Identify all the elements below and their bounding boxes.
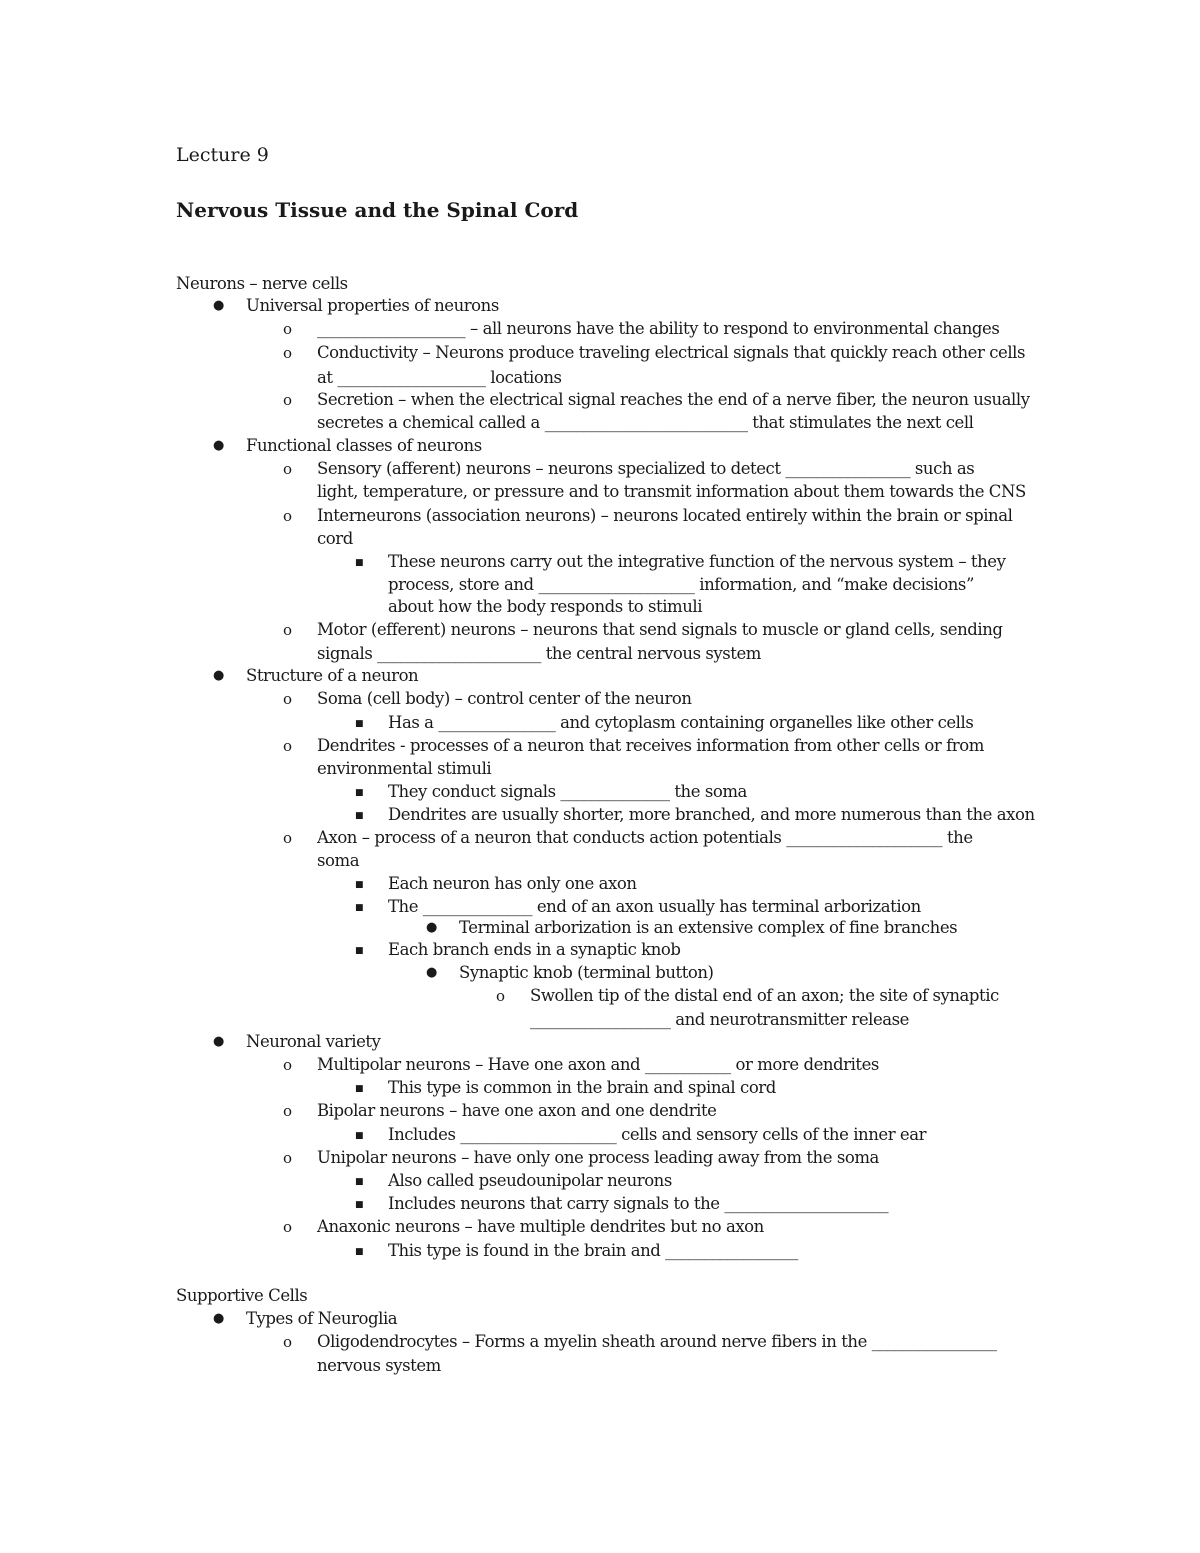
circle-marker: o [283, 344, 293, 362]
outline-line: Neuronal variety [246, 1032, 381, 1051]
outline-line: Structure of a neuron [246, 666, 419, 685]
outline-line: This type is common in the brain and spinal cord [388, 1078, 776, 1097]
bullet-marker: ● [213, 1311, 225, 1326]
outline-line: Axon – process of a neuron that conducts action potentials ____________________ the [317, 828, 973, 847]
outline-line: Neurons – nerve cells [176, 274, 348, 293]
circle-marker: o [283, 829, 293, 847]
square-bullet-marker: ■ [355, 788, 364, 798]
bullet-marker: ● [213, 298, 225, 313]
outline-line: Also called pseudounipolar neurons [388, 1171, 672, 1190]
circle-marker: o [283, 1056, 293, 1074]
square-bullet-marker: ■ [355, 1131, 364, 1141]
outline-line: light, temperature, or pressure and to transmit information about them towards the CNS [317, 482, 1026, 501]
square-bullet-marker: ■ [355, 719, 364, 729]
square-bullet-marker: ■ [355, 1247, 364, 1257]
lecture-label: Lecture 9 [176, 144, 269, 166]
square-bullet-marker: ■ [355, 1177, 364, 1187]
outline-line: This type is found in the brain and _________________ [388, 1241, 798, 1260]
outline-line: They conduct signals ______________ the soma [388, 782, 747, 801]
outline-line: Secretion – when the electrical signal reaches the end of a nerve fiber, the neuron usually [317, 390, 1030, 409]
square-bullet-marker: ■ [355, 558, 364, 568]
outline-line: Swollen tip of the distal end of an axon; the site of synaptic [530, 986, 999, 1005]
circle-marker: o [283, 1149, 293, 1167]
outline-line: nervous system [317, 1356, 441, 1375]
circle-marker: o [283, 1218, 293, 1236]
square-bullet-marker: ■ [355, 903, 364, 913]
square-bullet-marker: ■ [355, 880, 364, 890]
outline-line: Soma (cell body) – control center of the neuron [317, 689, 692, 708]
outline-line: Dendrites - processes of a neuron that receives information from other cells or from [317, 736, 984, 755]
outline-line: signals _____________________ the central nervous system [317, 644, 762, 663]
square-bullet-marker: ■ [355, 1084, 364, 1094]
bullet-marker: ● [426, 965, 438, 980]
outline-line: __________________ and neurotransmitter release [530, 1010, 909, 1029]
outline-line: environmental stimuli [317, 759, 492, 778]
circle-marker: o [283, 621, 293, 639]
outline-line: Each branch ends in a synaptic knob [388, 940, 681, 959]
outline-line: about how the body responds to stimuli [388, 597, 703, 616]
circle-marker: o [283, 507, 293, 525]
outline-line: Bipolar neurons – have one axon and one dendrite [317, 1101, 717, 1120]
circle-marker: o [283, 1102, 293, 1120]
outline-line: Terminal arborization is an extensive complex of fine branches [459, 918, 958, 937]
outline-line: Universal properties of neurons [246, 296, 499, 315]
outline-line: These neurons carry out the integrative function of the nervous system – they [388, 552, 1006, 571]
page-title: Nervous Tissue and the Spinal Cord [176, 198, 579, 222]
circle-marker: o [283, 391, 293, 409]
outline-line: Dendrites are usually shorter, more branched, and more numerous than the axon [388, 805, 1035, 824]
outline-line: Has a _______________ and cytoplasm containing organelles like other cells [388, 713, 974, 732]
outline-line: secretes a chemical called a __________________________ that stimulates the next cell [317, 413, 974, 432]
outline-line: Functional classes of neurons [246, 436, 482, 455]
square-bullet-marker: ■ [355, 946, 364, 956]
circle-marker: o [283, 320, 293, 338]
outline-line: Conductivity – Neurons produce traveling electrical signals that quickly reach other cells [317, 343, 1025, 362]
circle-marker: o [283, 460, 293, 478]
bullet-marker: ● [426, 920, 438, 935]
square-bullet-marker: ■ [355, 811, 364, 821]
outline-line: Synaptic knob (terminal button) [459, 963, 714, 982]
outline-line: Motor (efferent) neurons – neurons that send signals to muscle or gland cells, sending [317, 620, 1003, 639]
bullet-marker: ● [213, 668, 225, 683]
outline-line: The ______________ end of an axon usually has terminal arborization [388, 897, 921, 916]
outline-line: Supportive Cells [176, 1286, 308, 1305]
circle-marker: o [283, 737, 293, 755]
circle-marker: o [283, 690, 293, 708]
circle-marker: o [283, 1333, 293, 1351]
outline-line: cord [317, 529, 353, 548]
outline-line: Anaxonic neurons – have multiple dendrites but no axon [317, 1217, 764, 1236]
outline-line: Types of Neuroglia [246, 1309, 398, 1328]
outline-line: Includes ____________________ cells and sensory cells of the inner ear [388, 1125, 927, 1144]
outline-line: Includes neurons that carry signals to the _____________________ [388, 1194, 889, 1213]
outline-line: ___________________ – all neurons have the ability to respond to environmental changes [317, 319, 1000, 338]
outline-line: Each neuron has only one axon [388, 874, 637, 893]
outline-line: Unipolar neurons – have only one process leading away from the soma [317, 1148, 879, 1167]
outline-line: Oligodendrocytes – Forms a myelin sheath around nerve fibers in the ________________ [317, 1332, 997, 1351]
outline-line: process, store and ____________________ information, and “make decisions” [388, 575, 974, 594]
outline-line: Multipolar neurons – Have one axon and ___________ or more dendrites [317, 1055, 879, 1074]
outline-line: Interneurons (association neurons) – neurons located entirely within the brain or spinal [317, 506, 1013, 525]
bullet-marker: ● [213, 1034, 225, 1049]
outline-line: soma [317, 851, 360, 870]
outline-line: Sensory (afferent) neurons – neurons specialized to detect ________________ such as [317, 459, 975, 478]
outline-line: at ___________________ locations [317, 368, 562, 387]
square-bullet-marker: ■ [355, 1200, 364, 1210]
bullet-marker: ● [213, 438, 225, 453]
circle-marker: o [496, 987, 506, 1005]
